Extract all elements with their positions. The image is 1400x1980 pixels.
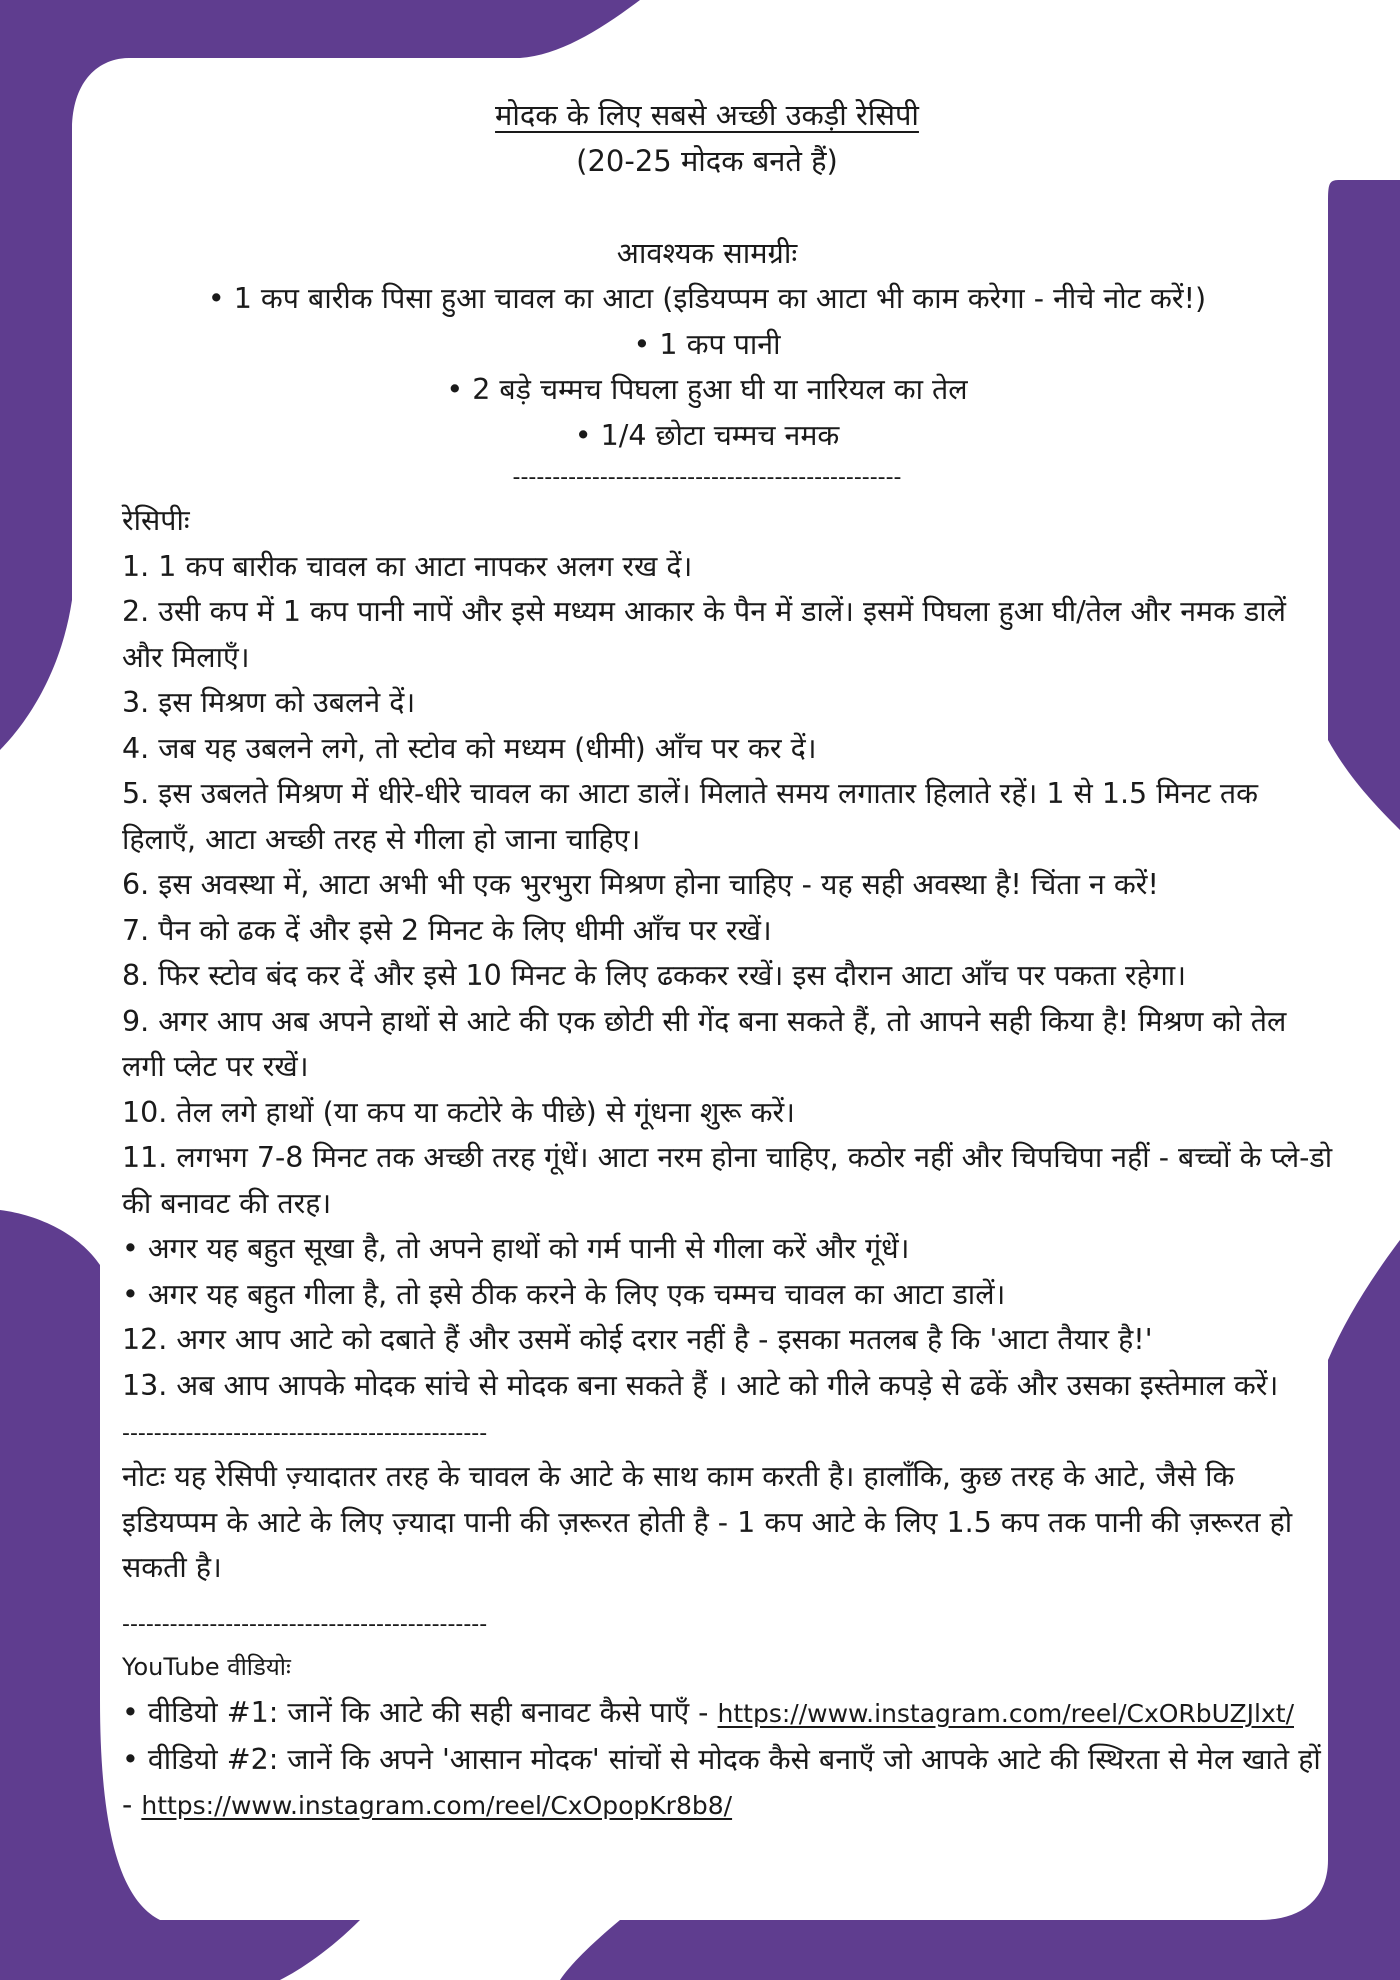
divider: ------------------------------------------------- [512, 465, 902, 490]
step-item: 1. 1 कप बारीक चावल का आटा नापकर अलग रख दें। [122, 549, 693, 583]
ingredients-list [72, 276, 1342, 458]
ingredient-item: • 1 कप बारीक पिसा हुआ चावल का आटा (इडियप्पम का आटा भी काम करेगा - नीचे नोट करें!) [207, 282, 1207, 315]
step-item: 4. जब यह उबलने लगे, तो स्टोव को मध्यम (धीमी) आँच पर कर दें। [122, 731, 817, 765]
step-item: 11. लगभग 7-8 मिनट तक अच्छी तरह गूंधें। आटा नरम होना चाहिए, कठोर नहीं और चिपचिपा नहीं - बच्चों के प्ले-डो की बनावट की तरह। [122, 1141, 1333, 1220]
ingredient-item: • 2 बड़े चम्मच पिघला हुआ घी या नारियल का तेल [446, 373, 968, 406]
video-item-text: • वीडियो #1: जानें कि आटे की सही बनावट कैसे पाएँ - [122, 1696, 718, 1729]
step-tip: • अगर यह बहुत गीला है, तो इसे ठीक करने के लिए एक चम्मच चावल का आटा डालें। [122, 1277, 1006, 1311]
step-item: 2. उसी कप में 1 कप पानी नापें और इसे मध्यम आकार के पैन में डालें। इसमें पिघला हुआ घी/तेल और नमक डालें और मिलाएँ। [122, 595, 1286, 674]
divider: ---------------------------------------------- [122, 1421, 488, 1446]
step-item: 12. अगर आप आटे को दबाते हैं और उसमें कोई दरार नहीं है - इसका मतलब है कि 'आटा तैयार है!' [122, 1323, 1153, 1356]
step-item: 7. पैन को ढक दें और इसे 2 मिनट के लिए धीमी आँच पर रखें। [122, 913, 772, 947]
step-tip: • अगर यह बहुत सूखा है, तो अपने हाथों को गर्म पानी से गीला करें और गूंधें। [122, 1232, 910, 1265]
step-item: 6. इस अवस्था में, आटा अभी भी एक भुरभुरा मिश्रण होना चाहिए - यह सही अवस्था है! चिंता न करें! [122, 868, 1159, 901]
ingredient-item: • 1 कप पानी [633, 327, 781, 361]
note-text: नोटः यह रेसिपी ज़्यादातर तरह के चावल के आटे के साथ काम करती है। हालाँकि, कुछ तरह के आटे, जैसे कि इडियप्पम के आटे के लिए ज़्यादा पानी की ज़रूरत होती है - 1 कप आटे के लिए 1.5 कप तक पानी की ज़रूरत हो सकती है। [122, 1460, 1293, 1584]
step-item: 5. इस उबलते मिश्रण में धीरे-धीरे चावल का आटा डालें। मिलाते समय लगातार हिलाते रहें। 1 से 1.5 मिनट तक हिलाएँ, आटा अच्छी तरह से गीला हो जाना चाहिए। [122, 777, 1259, 856]
videos-heading: YouTube वीडियोः [122, 1652, 291, 1681]
video-item-text: • वीडियो #2: जानें कि अपने 'आसान मोदक' सांचों से मोदक कैसे बनाएँ जो आपके आटे की स्थिरता से मेल खाते हों - [122, 1742, 1321, 1821]
recipe-steps [72, 498, 1342, 1829]
ingredient-item: • 1/4 छोटा चम्मच नमक [574, 418, 840, 452]
video-link-1[interactable]: https://www.instagram.com/reel/CxORbUZJlxt/ [717, 1699, 1294, 1728]
recipe-title: मोदक के लिए सबसे अच्छी उकड़ी रेसिपी [495, 98, 919, 132]
recipe-yield: (20-25 मोदक बनते हैं) [576, 144, 838, 178]
step-item: 3. इस मिश्रण को उबलने दें। [122, 686, 416, 719]
step-item: 8. फिर स्टोव बंद कर दें और इसे 10 मिनट के लिए ढककर रखें। इस दौरान आटा आँच पर पकता रहेगा। [122, 959, 1186, 992]
video-item-2 [122, 1737, 1334, 1829]
divider: ---------------------------------------------- [122, 1611, 488, 1637]
video-item-1 [122, 1690, 1334, 1737]
step-item: 9. अगर आप अब अपने हाथों से आटे की एक छोटी सी गेंद बना सकते हैं, तो आपने सही किया है! मिश्रण को तेल लगी प्लेट पर रखें। [122, 1004, 1287, 1083]
video-link-2[interactable]: https://www.instagram.com/reel/CxOpopKr8b8/ [141, 1791, 733, 1820]
ingredients-heading: आवश्यक सामग्रीः [616, 236, 798, 270]
recipe-card [72, 58, 1342, 1918]
step-item: 10. तेल लगे हाथों (या कप या कटोरे के पीछे) से गूंधना शुरू करें। [122, 1095, 795, 1129]
recipe-heading: रेसिपीः [122, 504, 190, 537]
step-item: 13. अब आप आपके मोदक सांचे से मोदक बना सकते हैं । आटे को गीले कपड़े से ढकें और उसका इस्तेमाल करें। [122, 1368, 1279, 1402]
